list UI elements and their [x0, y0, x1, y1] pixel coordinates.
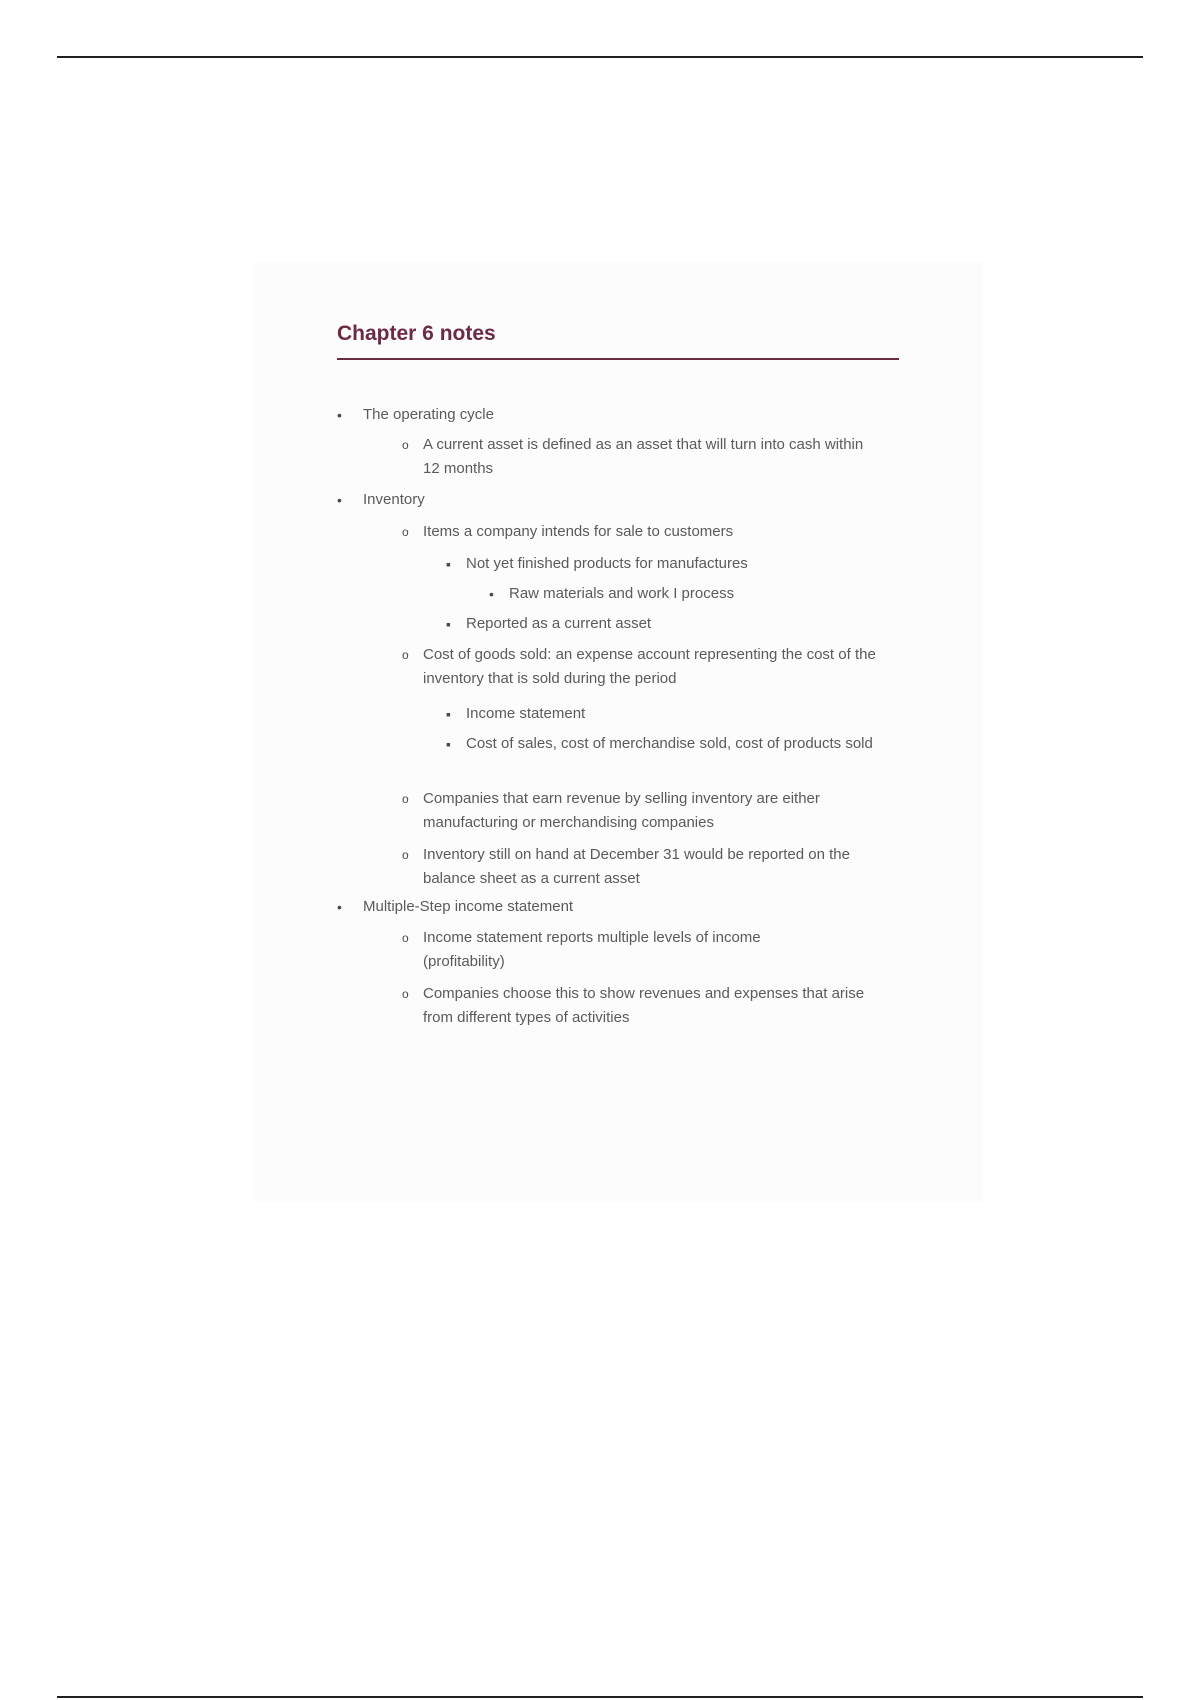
- list-item: The operating cycle: [363, 406, 494, 423]
- document-title: Chapter 6 notes: [337, 322, 899, 360]
- list-bullet-icon: •: [337, 899, 342, 915]
- list-bullet-icon: o: [402, 931, 409, 945]
- list-item: Cost of goods sold: an expense account representing the cost of the inventory that is sold during the period: [423, 646, 876, 687]
- list-item: Income statement: [466, 705, 586, 722]
- list-item: Companies choose this to show revenues and expenses that arise from different types of activities: [423, 985, 865, 1026]
- list-item: Raw materials and work I process: [509, 585, 735, 602]
- list-bullet-icon: •: [489, 586, 494, 602]
- list-bullet-icon: ▪: [446, 706, 451, 722]
- list-bullet-icon: •: [337, 407, 342, 423]
- list-item: Companies that earn revenue by selling inventory are either manufacturing or merchandising companies: [423, 790, 820, 831]
- list-item: Multiple-Step income statement: [363, 898, 574, 915]
- list-bullet-icon: o: [402, 792, 409, 806]
- list-bullet-icon: •: [337, 492, 342, 508]
- list-bullet-icon: o: [402, 438, 409, 452]
- list-bullet-icon: o: [402, 525, 409, 539]
- list-bullet-icon: ▪: [446, 616, 451, 632]
- list-bullet-icon: o: [402, 987, 409, 1001]
- list-item: Inventory: [363, 491, 425, 508]
- list-bullet-icon: o: [402, 648, 409, 662]
- list-bullet-icon: ▪: [446, 556, 451, 572]
- page-top-rule: [57, 56, 1143, 58]
- list-bullet-icon: ▪: [446, 736, 451, 752]
- list-item: A current asset is defined as an asset that will turn into cash within 12 months: [423, 436, 864, 477]
- list-item: Inventory still on hand at December 31 would be reported on the balance sheet as a current asset: [423, 846, 850, 887]
- list-item: Items a company intends for sale to customers: [423, 523, 734, 540]
- page-bottom-rule: [57, 1696, 1143, 1698]
- list-item: Reported as a current asset: [466, 615, 652, 632]
- list-bullet-icon: o: [402, 848, 409, 862]
- list-item: Cost of sales, cost of merchandise sold, cost of products sold: [466, 735, 873, 752]
- document-body: [337, 322, 899, 360]
- list-item: Income statement reports multiple levels of income (profitability): [423, 929, 761, 970]
- list-item: Not yet finished products for manufactures: [466, 555, 748, 572]
